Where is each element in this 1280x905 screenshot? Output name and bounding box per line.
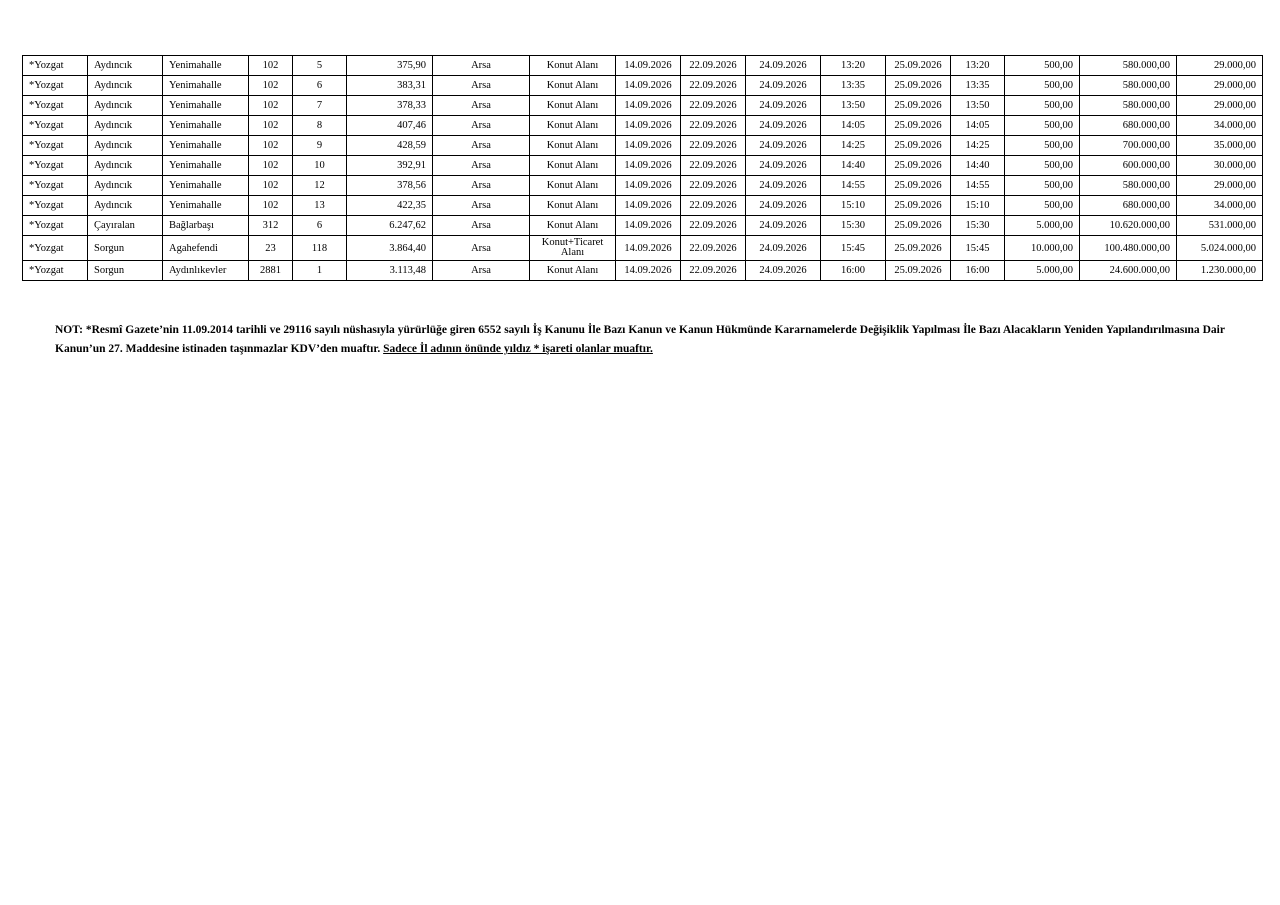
- cell-tender-time: 13:20: [821, 56, 886, 76]
- cell-zoning: Konut Alanı: [530, 136, 616, 156]
- cell-tender-date: 24.09.2026: [746, 116, 821, 136]
- cell-neighborhood: Yenimahalle: [163, 76, 249, 96]
- cell-deposit-date: 22.09.2026: [681, 196, 746, 216]
- cell-spec-fee: 500,00: [1005, 176, 1080, 196]
- cell-announce-date: 14.09.2026: [616, 216, 681, 236]
- cell-spec-fee: 500,00: [1005, 96, 1080, 116]
- cell-type: Arsa: [433, 96, 530, 116]
- cell-area: 378,56: [347, 176, 433, 196]
- cell-area: 3.864,40: [347, 236, 433, 261]
- cell-second-date: 25.09.2026: [886, 96, 951, 116]
- cell-zoning: Konut Alanı: [530, 196, 616, 216]
- cell-second-time: 14:55: [951, 176, 1005, 196]
- cell-block: 102: [249, 96, 293, 116]
- cell-second-time: 15:30: [951, 216, 1005, 236]
- cell-tender-date: 24.09.2026: [746, 236, 821, 261]
- cell-spec-fee: 500,00: [1005, 56, 1080, 76]
- cell-neighborhood: Yenimahalle: [163, 156, 249, 176]
- cell-spec-fee: 5.000,00: [1005, 216, 1080, 236]
- cell-parcel: 8: [293, 116, 347, 136]
- cell-estimated-value: 580.000,00: [1080, 56, 1177, 76]
- cell-neighborhood: Yenimahalle: [163, 96, 249, 116]
- cell-zoning: Konut Alanı: [530, 96, 616, 116]
- cell-spec-fee: 500,00: [1005, 116, 1080, 136]
- cell-type: Arsa: [433, 216, 530, 236]
- cell-deposit: 29.000,00: [1177, 56, 1263, 76]
- cell-second-time: 13:35: [951, 76, 1005, 96]
- cell-tender-time: 14:40: [821, 156, 886, 176]
- cell-announce-date: 14.09.2026: [616, 176, 681, 196]
- cell-province: *Yozgat: [23, 176, 88, 196]
- cell-parcel: 7: [293, 96, 347, 116]
- cell-announce-date: 14.09.2026: [616, 136, 681, 156]
- cell-second-time: 14:25: [951, 136, 1005, 156]
- cell-second-date: 25.09.2026: [886, 196, 951, 216]
- cell-second-date: 25.09.2026: [886, 216, 951, 236]
- cell-zoning: Konut Alanı: [530, 176, 616, 196]
- cell-deposit: 34.000,00: [1177, 196, 1263, 216]
- cell-second-time: 13:50: [951, 96, 1005, 116]
- cell-spec-fee: 500,00: [1005, 76, 1080, 96]
- cell-area: 375,90: [347, 56, 433, 76]
- cell-deposit: 531.000,00: [1177, 216, 1263, 236]
- cell-block: 312: [249, 216, 293, 236]
- cell-province: *Yozgat: [23, 236, 88, 261]
- cell-tender-date: 24.09.2026: [746, 176, 821, 196]
- cell-estimated-value: 580.000,00: [1080, 176, 1177, 196]
- cell-tender-date: 24.09.2026: [746, 156, 821, 176]
- cell-province: *Yozgat: [23, 56, 88, 76]
- cell-second-time: 15:10: [951, 196, 1005, 216]
- cell-estimated-value: 680.000,00: [1080, 116, 1177, 136]
- cell-province: *Yozgat: [23, 196, 88, 216]
- cell-district: Aydıncık: [88, 176, 163, 196]
- cell-parcel: 6: [293, 216, 347, 236]
- cell-deposit-date: 22.09.2026: [681, 76, 746, 96]
- cell-tender-time: 14:55: [821, 176, 886, 196]
- cell-tender-date: 24.09.2026: [746, 136, 821, 156]
- cell-parcel: 118: [293, 236, 347, 261]
- cell-second-time: 14:05: [951, 116, 1005, 136]
- cell-district: Çayıralan: [88, 216, 163, 236]
- cell-area: 6.247,62: [347, 216, 433, 236]
- cell-second-time: 15:45: [951, 236, 1005, 261]
- cell-deposit-date: 22.09.2026: [681, 261, 746, 281]
- cell-area: 383,31: [347, 76, 433, 96]
- cell-estimated-value: 600.000,00: [1080, 156, 1177, 176]
- cell-province: *Yozgat: [23, 216, 88, 236]
- cell-block: 23: [249, 236, 293, 261]
- cell-type: Arsa: [433, 261, 530, 281]
- cell-deposit-date: 22.09.2026: [681, 176, 746, 196]
- cell-zoning: Konut+Ticaret Alanı: [530, 236, 616, 261]
- table-row: [23, 216, 1263, 236]
- cell-announce-date: 14.09.2026: [616, 116, 681, 136]
- cell-province: *Yozgat: [23, 136, 88, 156]
- cell-tender-time: 15:30: [821, 216, 886, 236]
- cell-type: Arsa: [433, 116, 530, 136]
- cell-zoning: Konut Alanı: [530, 216, 616, 236]
- cell-district: Aydıncık: [88, 56, 163, 76]
- cell-type: Arsa: [433, 176, 530, 196]
- cell-area: 3.113,48: [347, 261, 433, 281]
- cell-announce-date: 14.09.2026: [616, 96, 681, 116]
- cell-second-date: 25.09.2026: [886, 156, 951, 176]
- cell-type: Arsa: [433, 156, 530, 176]
- cell-estimated-value: 580.000,00: [1080, 96, 1177, 116]
- cell-estimated-value: 100.480.000,00: [1080, 236, 1177, 261]
- cell-parcel: 10: [293, 156, 347, 176]
- cell-parcel: 13: [293, 196, 347, 216]
- cell-parcel: 9: [293, 136, 347, 156]
- cell-block: 102: [249, 76, 293, 96]
- cell-spec-fee: 500,00: [1005, 196, 1080, 216]
- table-row: [23, 156, 1263, 176]
- cell-neighborhood: Yenimahalle: [163, 136, 249, 156]
- cell-district: Aydıncık: [88, 116, 163, 136]
- cell-second-date: 25.09.2026: [886, 176, 951, 196]
- cell-type: Arsa: [433, 56, 530, 76]
- table-row: [23, 56, 1263, 76]
- cell-neighborhood: Yenimahalle: [163, 176, 249, 196]
- cell-province: *Yozgat: [23, 261, 88, 281]
- cell-deposit-date: 22.09.2026: [681, 96, 746, 116]
- cell-tender-date: 24.09.2026: [746, 96, 821, 116]
- note-underlined-text: Sadece İl adının önünde yıldız * işareti olanlar muaftır.: [383, 343, 653, 355]
- cell-deposit: 35.000,00: [1177, 136, 1263, 156]
- cell-province: *Yozgat: [23, 156, 88, 176]
- cell-block: 2881: [249, 261, 293, 281]
- cell-second-time: 16:00: [951, 261, 1005, 281]
- cell-block: 102: [249, 176, 293, 196]
- cell-second-time: 14:40: [951, 156, 1005, 176]
- cell-area: 378,33: [347, 96, 433, 116]
- table-row: [23, 136, 1263, 156]
- cell-announce-date: 14.09.2026: [616, 56, 681, 76]
- cell-tender-date: 24.09.2026: [746, 196, 821, 216]
- cell-neighborhood: Yenimahalle: [163, 196, 249, 216]
- cell-second-date: 25.09.2026: [886, 236, 951, 261]
- cell-deposit-date: 22.09.2026: [681, 116, 746, 136]
- cell-neighborhood: Yenimahalle: [163, 116, 249, 136]
- cell-area: 392,91: [347, 156, 433, 176]
- cell-type: Arsa: [433, 236, 530, 261]
- cell-neighborhood: Bağlarbaşı: [163, 216, 249, 236]
- cell-province: *Yozgat: [23, 116, 88, 136]
- cell-district: Aydıncık: [88, 136, 163, 156]
- cell-parcel: 6: [293, 76, 347, 96]
- cell-deposit: 34.000,00: [1177, 116, 1263, 136]
- cell-block: 102: [249, 56, 293, 76]
- cell-neighborhood: Aydınlıkevler: [163, 261, 249, 281]
- table-row: [23, 76, 1263, 96]
- cell-deposit: 29.000,00: [1177, 176, 1263, 196]
- cell-province: *Yozgat: [23, 96, 88, 116]
- cell-second-date: 25.09.2026: [886, 56, 951, 76]
- cell-deposit-date: 22.09.2026: [681, 56, 746, 76]
- cell-neighborhood: Agahefendi: [163, 236, 249, 261]
- exemption-note: [55, 321, 1225, 359]
- cell-announce-date: 14.09.2026: [616, 156, 681, 176]
- cell-type: Arsa: [433, 196, 530, 216]
- table-row: [23, 236, 1263, 261]
- table-row: [23, 176, 1263, 196]
- cell-zoning: Konut Alanı: [530, 76, 616, 96]
- cell-block: 102: [249, 116, 293, 136]
- cell-estimated-value: 680.000,00: [1080, 196, 1177, 216]
- cell-tender-date: 24.09.2026: [746, 216, 821, 236]
- cell-block: 102: [249, 136, 293, 156]
- cell-tender-time: 15:10: [821, 196, 886, 216]
- cell-area: 407,46: [347, 116, 433, 136]
- cell-district: Aydıncık: [88, 196, 163, 216]
- cell-deposit: 5.024.000,00: [1177, 236, 1263, 261]
- cell-tender-time: 13:50: [821, 96, 886, 116]
- cell-spec-fee: 5.000,00: [1005, 261, 1080, 281]
- table-row: [23, 261, 1263, 281]
- cell-tender-time: 16:00: [821, 261, 886, 281]
- cell-deposit: 29.000,00: [1177, 76, 1263, 96]
- cell-deposit: 29.000,00: [1177, 96, 1263, 116]
- cell-province: *Yozgat: [23, 76, 88, 96]
- cell-district: Aydıncık: [88, 96, 163, 116]
- cell-zoning: Konut Alanı: [530, 261, 616, 281]
- cell-parcel: 1: [293, 261, 347, 281]
- cell-spec-fee: 10.000,00: [1005, 236, 1080, 261]
- cell-tender-time: 13:35: [821, 76, 886, 96]
- cell-deposit-date: 22.09.2026: [681, 156, 746, 176]
- cell-district: Aydıncık: [88, 156, 163, 176]
- cell-tender-date: 24.09.2026: [746, 56, 821, 76]
- auction-table: [22, 55, 1263, 281]
- cell-announce-date: 14.09.2026: [616, 261, 681, 281]
- cell-second-date: 25.09.2026: [886, 116, 951, 136]
- cell-district: Aydıncık: [88, 76, 163, 96]
- cell-estimated-value: 700.000,00: [1080, 136, 1177, 156]
- cell-zoning: Konut Alanı: [530, 156, 616, 176]
- cell-deposit: 30.000,00: [1177, 156, 1263, 176]
- cell-deposit-date: 22.09.2026: [681, 236, 746, 261]
- cell-spec-fee: 500,00: [1005, 136, 1080, 156]
- cell-deposit: 1.230.000,00: [1177, 261, 1263, 281]
- note-text: NOT: *Resmî Gazete’nin 11.09.2014 tarihli ve 29116 sayılı nüshasıyla yürürlüğe giren 6552 sayılı İş Kanunu İle Bazı Kanun ve Kanun Hükmünde Kararnamelerde Değişiklik Yapılması İle Bazı Alacakların Yeniden Yapılandırılmasına Dair Kanun’un 27. Maddesine istinaden taşınmazlar KDV’den muaftır.: [55, 324, 1225, 355]
- cell-estimated-value: 580.000,00: [1080, 76, 1177, 96]
- cell-deposit-date: 22.09.2026: [681, 216, 746, 236]
- table-row: [23, 116, 1263, 136]
- cell-second-date: 25.09.2026: [886, 261, 951, 281]
- cell-second-date: 25.09.2026: [886, 76, 951, 96]
- cell-type: Arsa: [433, 136, 530, 156]
- cell-district: Sorgun: [88, 261, 163, 281]
- cell-zoning: Konut Alanı: [530, 56, 616, 76]
- cell-estimated-value: 24.600.000,00: [1080, 261, 1177, 281]
- cell-second-time: 13:20: [951, 56, 1005, 76]
- table-row: [23, 196, 1263, 216]
- cell-block: 102: [249, 156, 293, 176]
- cell-tender-time: 14:25: [821, 136, 886, 156]
- cell-deposit-date: 22.09.2026: [681, 136, 746, 156]
- table-row: [23, 96, 1263, 116]
- cell-estimated-value: 10.620.000,00: [1080, 216, 1177, 236]
- cell-second-date: 25.09.2026: [886, 136, 951, 156]
- cell-tender-time: 14:05: [821, 116, 886, 136]
- cell-block: 102: [249, 196, 293, 216]
- cell-announce-date: 14.09.2026: [616, 236, 681, 261]
- cell-parcel: 5: [293, 56, 347, 76]
- cell-area: 422,35: [347, 196, 433, 216]
- cell-type: Arsa: [433, 76, 530, 96]
- cell-tender-time: 15:45: [821, 236, 886, 261]
- cell-neighborhood: Yenimahalle: [163, 56, 249, 76]
- cell-announce-date: 14.09.2026: [616, 196, 681, 216]
- cell-announce-date: 14.09.2026: [616, 76, 681, 96]
- cell-spec-fee: 500,00: [1005, 156, 1080, 176]
- cell-zoning: Konut Alanı: [530, 116, 616, 136]
- cell-area: 428,59: [347, 136, 433, 156]
- cell-parcel: 12: [293, 176, 347, 196]
- cell-tender-date: 24.09.2026: [746, 76, 821, 96]
- cell-district: Sorgun: [88, 236, 163, 261]
- cell-tender-date: 24.09.2026: [746, 261, 821, 281]
